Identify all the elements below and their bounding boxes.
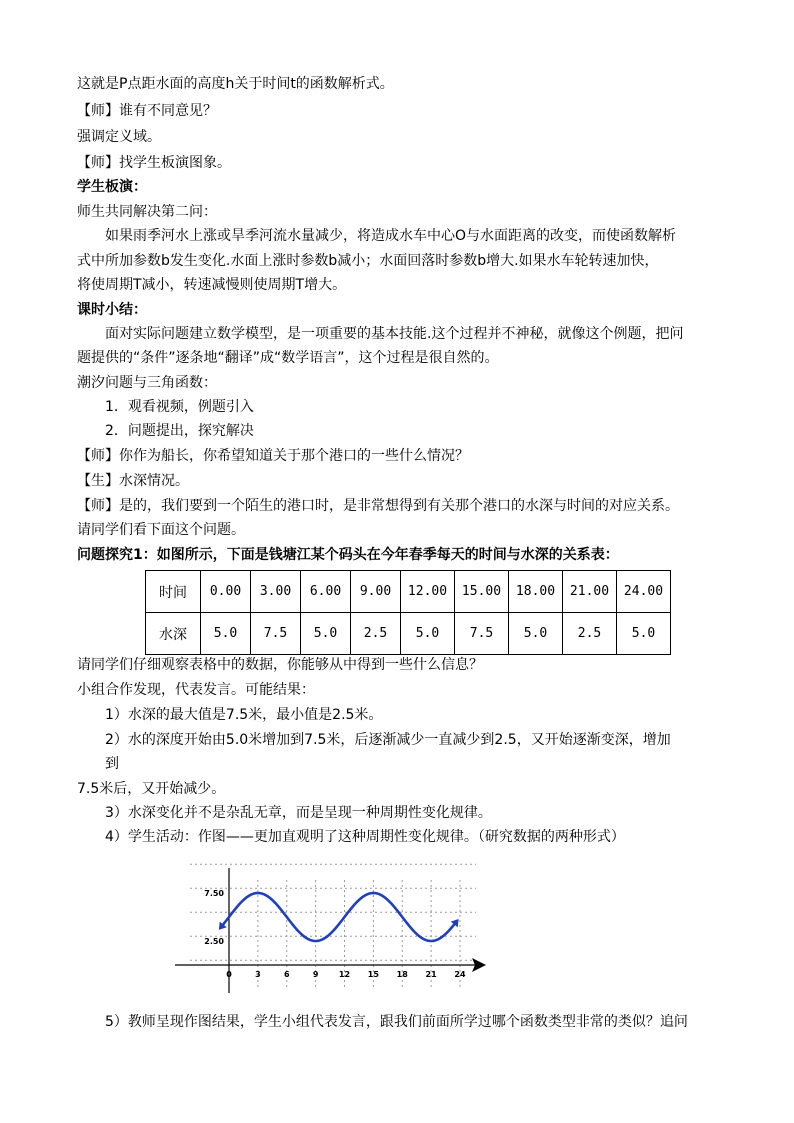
student-line: 【生】水深情况。 — [77, 473, 189, 489]
paragraph: 面对实际问题建立数学模型，是一项重要的基本技能.这个过程并不神秘，就像这个例题，把问 — [105, 326, 684, 342]
depth-table — [145, 570, 671, 655]
section-heading: 学生板演： — [77, 179, 147, 195]
x-tick-label: 21 — [425, 970, 437, 979]
x-tick-label: 24 — [454, 970, 466, 979]
paragraph: 如果雨季河水上涨或旱季河流水量减少，将造成水车中心O与水面距离的改变，而使函数解析 — [105, 228, 677, 244]
tide-depth-chart — [170, 858, 490, 1003]
problem-heading: 问题探究1：如图所示，下面是钱塘江某个码头在今年春季每天的时间与水深的关系表： — [77, 547, 619, 563]
y-tick-label: 7.50 — [204, 889, 224, 898]
paragraph: 小组合作发现，代表发言。可能结果： — [77, 682, 315, 698]
table-cell: 5.0 — [401, 613, 455, 655]
table-cell: 5.0 — [301, 613, 351, 655]
list-item: 到 — [105, 756, 119, 772]
table-cell: 5.0 — [509, 613, 563, 655]
x-tick-label: 9 — [312, 970, 319, 979]
paragraph: 师生共同解决第二问： — [77, 204, 217, 220]
teacher-line: 【师】谁有不同意见？ — [77, 103, 217, 119]
list-item: 4）学生活动：作图——更加直观明了这种周期性变化规律。（研究数据的两种形式） — [105, 829, 625, 845]
x-tick-label: 0 — [226, 970, 232, 979]
table-cell: 5.0 — [201, 613, 251, 655]
x-tick-label: 3 — [255, 970, 261, 979]
teacher-line: 【师】找学生板演图象。 — [77, 155, 231, 171]
table-cell: 21.00 — [563, 571, 617, 613]
table-cell: 3.00 — [251, 571, 301, 613]
paragraph: 7.5米后，又开始减少。 — [77, 781, 226, 797]
list-item: 5）教师呈现作图结果，学生小组代表发言，跟我们前面所学过哪个函数类型非常的类似？追问 — [105, 1014, 688, 1030]
table-cell: 0.00 — [201, 571, 251, 613]
list-item: 3）水深变化并不是杂乱无章，而是呈现一种周期性变化规律。 — [105, 805, 492, 821]
x-tick-label: 12 — [338, 970, 351, 979]
table-cell: 12.00 — [401, 571, 455, 613]
paragraph: 这就是P点距水面的高度h关于时间t的函数解析式。 — [77, 76, 394, 92]
table-row — [146, 571, 671, 613]
table-cell: 7.5 — [455, 613, 509, 655]
list-item: 1．观看视频，例题引入 — [105, 399, 254, 415]
table-cell: 18.00 — [509, 571, 563, 613]
table-cell: 2.5 — [351, 613, 401, 655]
x-tick-label: 15 — [367, 970, 379, 979]
list-item: 2）水的深度开始由5.0米增加到7.5米，后逐渐减少一直减少到2.5，又开始逐渐变深，增加 — [105, 732, 671, 748]
x-tick-label: 18 — [396, 970, 408, 979]
teacher-line: 【师】你作为船长，你希望知道关于那个港口的一些什么情况？ — [77, 448, 469, 464]
list-item: 2．问题提出，探究解决 — [105, 423, 254, 439]
table-cell: 24.00 — [617, 571, 671, 613]
teacher-line: 【师】是的，我们要到一个陌生的港口时，是非常想得到有关那个港口的水深与时间的对应关系。 — [77, 498, 679, 514]
paragraph: 将使周期T减小，转速减慢则使周期T增大。 — [77, 277, 347, 293]
table-row — [146, 613, 671, 655]
paragraph: 强调定义域。 — [77, 129, 161, 145]
list-item: 1）水深的最大值是7.5米，最小值是2.5米。 — [105, 707, 383, 723]
row-header-depth: 水深 — [146, 613, 201, 655]
table-cell: 9.00 — [351, 571, 401, 613]
table-cell: 5.0 — [617, 613, 671, 655]
paragraph: 潮汐问题与三角函数： — [77, 375, 217, 391]
paragraph: 式中所加参数b发生变化.水面上涨时参数b减小；水面回落时参数b增大.如果水车轮转速加快， — [77, 253, 659, 269]
table-cell: 6.00 — [301, 571, 351, 613]
section-heading: 课时小结： — [77, 302, 147, 318]
y-tick-label: 2.50 — [204, 937, 224, 946]
paragraph: 请同学们仔细观察表格中的数据，你能够从中得到一些什么信息？ — [77, 657, 483, 673]
row-header-time: 时间 — [146, 571, 201, 613]
x-tick-label: 6 — [283, 970, 290, 979]
paragraph: 题提供的“条件”逐条地“翻译”成“数学语言”，这个过程是很自然的。 — [77, 350, 499, 366]
table-cell: 7.5 — [251, 613, 301, 655]
paragraph: 请同学们看下面这个问题。 — [77, 522, 245, 538]
table-cell: 15.00 — [455, 571, 509, 613]
table-cell: 2.5 — [563, 613, 617, 655]
